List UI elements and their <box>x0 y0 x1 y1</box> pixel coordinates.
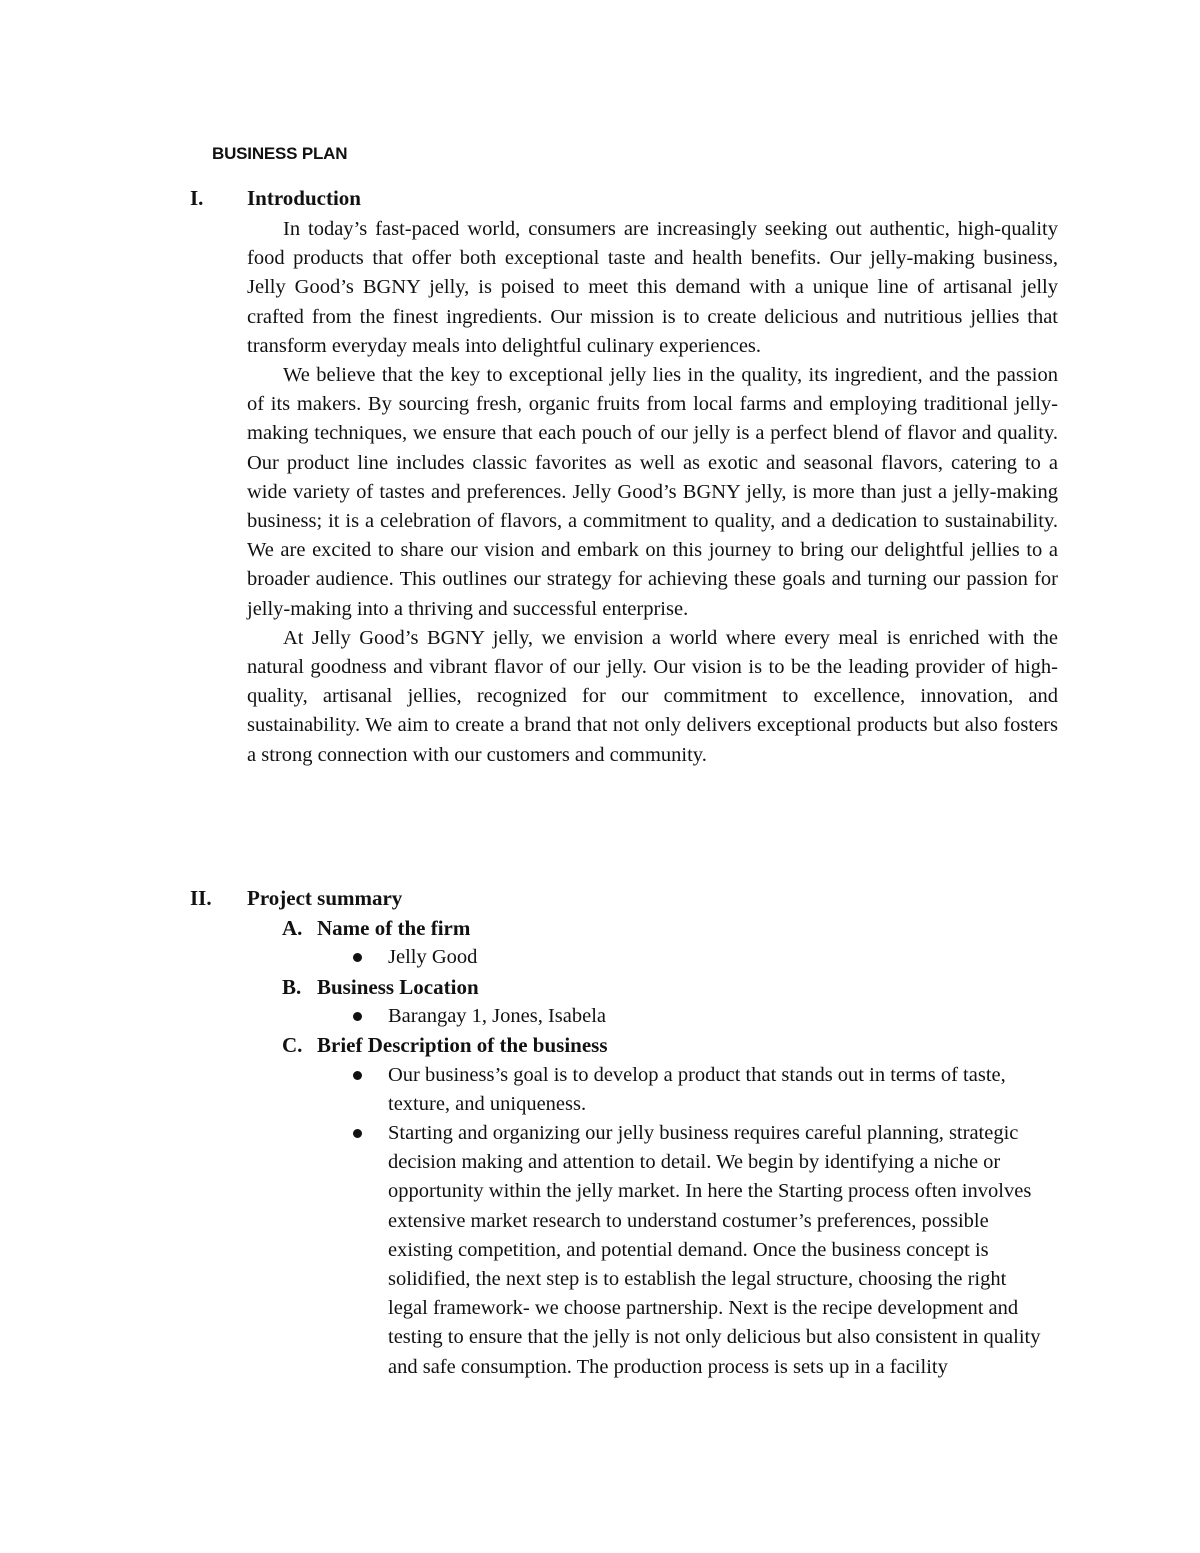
intro-paragraph-2: We believe that the key to exceptional jelly lies in the quality, its ingredient, and the passion of its makers. By sourcing fresh, organic fruits from local farms and employing traditional jelly-making techniques, we ensure that each pouch of our jelly is a perfect blend of flavor and quality. Our product line includes classic favorites as well as exotic and seasonal flavors, catering to a wide variety of tastes and preferences. Jelly Good’s BGNY jelly, is more than just a jelly-making business; it is a celebration of flavors, a commitment to quality, and a dedication to sustainability. We are excited to share our vision and embark on this journey to bring our delightful jellies to a broader audience. This outlines our strategy for achieving these goals and turning our passion for jelly-making into a thriving and successful enterprise. <box>247 364 1058 620</box>
bullet-dot-icon <box>353 1012 362 1021</box>
intro-paragraph-3: At Jelly Good’s BGNY jelly, we envision a world where every meal is enriched with the natural goodness and vibrant flavor of our jelly. Our vision is to be the leading provider of high-quality, artisanal jellies, recognized for our commitment to excellence, innovation, and sustainability. We aim to create a brand that not only delivers exceptional products but also fosters a strong connection with our customers and community. <box>247 626 1058 766</box>
section-1-number: I. <box>190 186 204 210</box>
bullet-dot-icon <box>353 1071 362 1080</box>
description-item-2: Starting and organizing our jelly business requires careful planning, strategic decision making and attention to detail. We begin by identifying a niche or opportunity within the jelly market. In here the Starting process often involves extensive market research to understand costumer’s preferences, possible existing competition, and potential demand. Once the business concept is solidified, the next step is to establish the legal structure, choosing the right legal framework- we choose partnership. Next is the recipe development and testing to ensure that the jelly is not only delicious but also consistent in quality and safe consumption. The production process is sets up in a facility <box>388 1122 1041 1378</box>
subsection-b-title: Business Location <box>317 975 479 999</box>
subsection-b-letter: B. <box>282 975 302 999</box>
intro-paragraph-1: In today’s fast-paced world, consumers are increasingly seeking out authentic, high-quality food products that offer both exceptional taste and health benefits. Our jelly-making business, Jelly Good’s BGNY jelly, is poised to meet this demand with a unique line of artisanal jelly crafted from the finest ingredients. Our mission is to create delicious and nutritious jellies that transform everyday meals into delightful culinary experiences. <box>247 218 1058 357</box>
subsection-a-letter: A. <box>282 916 303 940</box>
subsection-a-title: Name of the firm <box>317 916 471 940</box>
document-title: BUSINESS PLAN <box>212 144 348 163</box>
description-item-1: Our business’s goal is to develop a product that stands out in terms of taste, texture, and uniqueness. <box>388 1064 1006 1116</box>
bullet-dot-icon <box>353 953 362 962</box>
bullet-dot-icon <box>353 1129 362 1138</box>
section-1-body <box>247 215 1058 770</box>
section-2-title: Project summary <box>247 886 403 910</box>
section-1-title: Introduction <box>247 186 361 210</box>
firm-name-item: Jelly Good <box>388 946 478 968</box>
business-location-item: Barangay 1, Jones, Isabela <box>388 1005 607 1027</box>
section-2-number: II. <box>190 886 212 910</box>
subsection-c-title: Brief Description of the business <box>317 1033 608 1057</box>
subsection-c-letter: C. <box>282 1033 303 1057</box>
